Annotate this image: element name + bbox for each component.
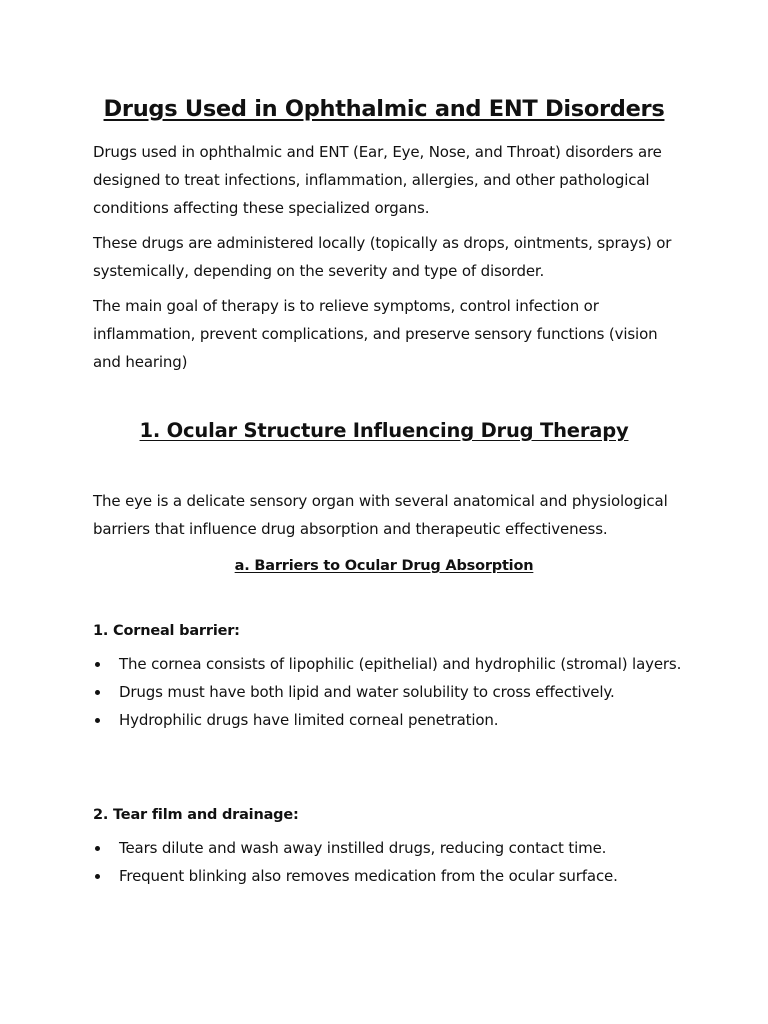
list-item — [93, 707, 683, 735]
list-item — [93, 835, 683, 863]
bullet-icon — [95, 846, 100, 851]
document-title: Drugs Used in Ophthalmic and ENT Disorders — [103, 96, 665, 122]
bullet-icon — [95, 718, 100, 723]
bullet-list-corneal-barrier — [93, 651, 683, 734]
section-intro-paragraph: The eye is a delicate sensory organ with several anatomical and physiological barriers that influence drug absorption and therapeutic effectiveness. — [93, 492, 668, 538]
section-heading: 1. Ocular Structure Influencing Drug Therapy — [139, 419, 629, 442]
list-item-text: Tears dilute and wash away instilled drugs, reducing contact time. — [119, 839, 607, 857]
bullet-icon — [95, 690, 100, 695]
list-item — [93, 679, 683, 707]
list-item-text: Frequent blinking also removes medication from the ocular surface. — [119, 866, 618, 885]
bullet-list-tear-film — [93, 835, 683, 891]
item-heading-tear-film: 2. Tear film and drainage: — [93, 807, 299, 823]
intro-paragraph-3: The main goal of therapy is to relieve symptoms, control infection or inflammation, prevent complications, and preserve sensory functions (vision and hearing) — [93, 297, 658, 371]
intro-paragraph-2: These drugs are administered locally (topically as drops, ointments, sprays) or systemically, depending on the severity and type of disorder. — [93, 234, 672, 280]
list-item — [93, 651, 683, 679]
list-item — [93, 863, 683, 891]
list-item-text: Hydrophilic drugs have limited corneal penetration. — [119, 710, 499, 729]
item-heading-corneal-barrier: 1. Corneal barrier: — [93, 623, 240, 639]
sub-heading: a. Barriers to Ocular Drug Absorption — [234, 558, 534, 574]
list-item-text: The cornea consists of lipophilic (epithelial) and hydrophilic (stromal) layers. — [119, 655, 682, 673]
list-item-text: Drugs must have both lipid and water solubility to cross effectively. — [119, 682, 615, 701]
intro-paragraph-1: Drugs used in ophthalmic and ENT (Ear, Eye, Nose, and Throat) disorders are designed to treat infections, inflammation, allergies, and other pathological conditions affecting these specialized organs. — [93, 143, 662, 217]
bullet-icon — [95, 874, 100, 879]
bullet-icon — [95, 662, 100, 667]
